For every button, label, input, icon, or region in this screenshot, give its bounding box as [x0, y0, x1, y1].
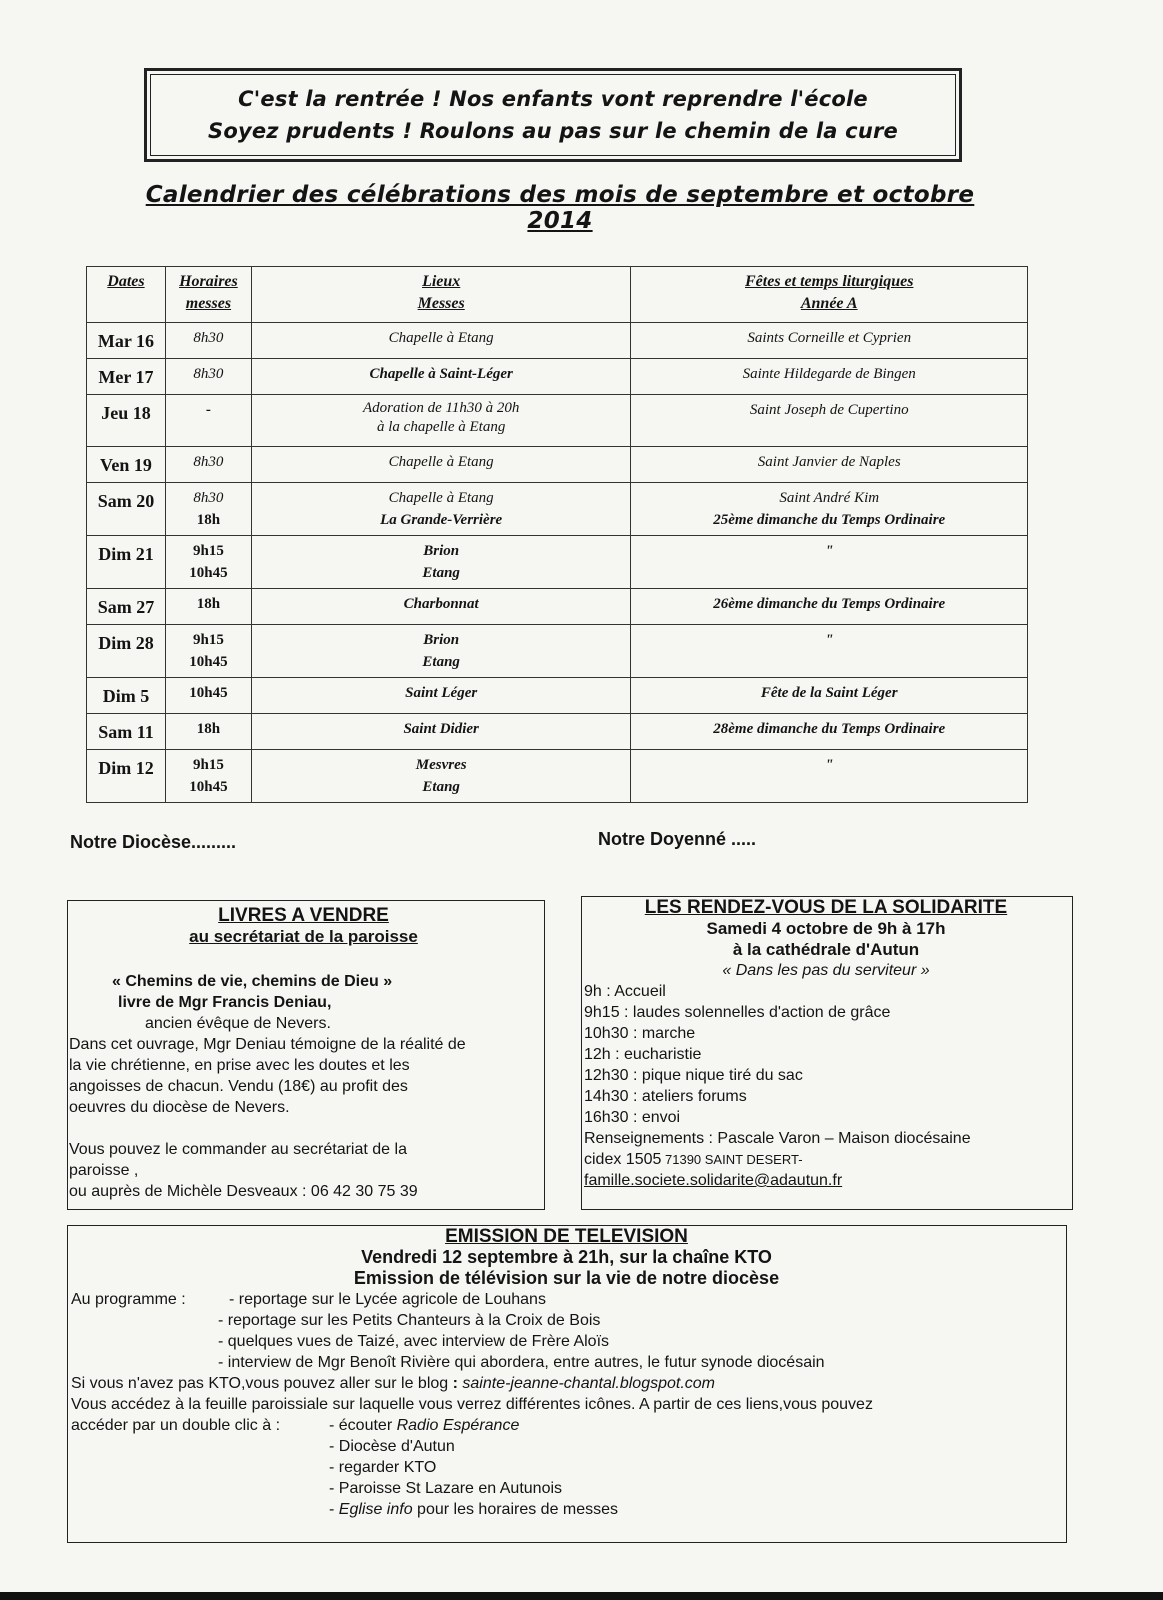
date-cell: Sam 20 [87, 483, 166, 536]
link-item[interactable]: - Paroisse St Lazare en Autunois [329, 1480, 563, 1497]
place-cell: Brion Etang [251, 625, 631, 678]
place-cell: Saint Didier [251, 714, 631, 750]
header-fetes: Fêtes et temps liturgiques Année A [631, 267, 1028, 323]
doyenne-heading: Notre Doyenné ..... [598, 829, 757, 849]
feast-cell: " [631, 625, 1028, 678]
banner-inner-frame [150, 74, 956, 156]
table-header-row [87, 267, 1028, 323]
time-cell: 18h [165, 714, 251, 750]
header-dates: Dates [87, 267, 166, 323]
books-title: LIVRES A VENDRE [218, 905, 389, 926]
link-item[interactable]: - Diocèse d'Autun [329, 1438, 455, 1455]
feast-cell: Saint André Kim 25ème dimanche du Temps Ordinaire [631, 483, 1028, 536]
link-item[interactable]: - Eglise info pour les horaires de messes [329, 1501, 619, 1518]
feuille-line-1: Vous accédez à la feuille paroissiale sur laquelle vous verrez différentes icônes. A partir de ces liens,vous pouvez [71, 1396, 873, 1413]
tv-title: EMISSION DE TELEVISION [445, 1226, 688, 1247]
time-cell: 10h45 [165, 678, 251, 714]
book-description-3: angoisses de chacun. Vendu (18€) au profit des [69, 1078, 408, 1095]
schedule-item: 10h30 : marche [584, 1025, 696, 1042]
tv-schedule: Vendredi 12 septembre à 21h, sur la chaîne KTO [361, 1247, 772, 1267]
solidarity-theme: « Dans les pas du serviteur » [722, 962, 930, 979]
program-label: Au programme : [71, 1291, 186, 1308]
program-item: - reportage sur les Petits Chanteurs à la Croix de Bois [218, 1312, 601, 1329]
header-lieux: Lieux Messes [251, 267, 631, 323]
schedule-item: 14h30 : ateliers forums [584, 1088, 747, 1105]
solidarity-date: Samedi 4 octobre de 9h à 17h [706, 919, 946, 938]
blog-link[interactable]: sainte-jeanne-chantal.blogspot.com [457, 1375, 715, 1392]
schedule-item: 9h : Accueil [584, 983, 666, 1000]
tv-subject: Emission de télévision sur la vie de notre diocèse [353, 1268, 780, 1288]
book-description-4: oeuvres du diocèse de Nevers. [69, 1099, 290, 1116]
place-cell: Adoration de 11h30 à 20h à la chapelle à Etang [251, 395, 631, 447]
date-cell: Dim 5 [87, 678, 166, 714]
solidarity-box [581, 896, 1073, 1210]
link-item[interactable]: - regarder KTO [329, 1459, 437, 1476]
header-horaires: Horaires messes [165, 267, 251, 323]
feast-cell: " [631, 750, 1028, 803]
place-cell: Mesvres Etang [251, 750, 631, 803]
date-cell: Sam 27 [87, 589, 166, 625]
banner-line-1: C'est la rentrée ! Nos enfants vont reprendre l'école [238, 87, 868, 111]
book-author: livre de Mgr Francis Deniau, [118, 994, 332, 1011]
place-cell: Brion Etang [251, 536, 631, 589]
book-description-2: la vie chrétienne, en prise avec les doutes et les [69, 1057, 410, 1074]
diocese-heading: Notre Diocèse......... [70, 832, 237, 852]
feuille-line-2 [71, 1415, 1062, 1436]
place-cell: Chapelle à Etang [251, 447, 631, 483]
school-warning-banner [144, 68, 962, 162]
time-cell: 8h30 18h [165, 483, 251, 536]
calendar-title: Calendrier des célébrations des mois de septembre et octobre 2014 [145, 182, 975, 234]
feast-cell: 28ème dimanche du Temps Ordinaire [631, 714, 1028, 750]
place-cell: Saint Léger [251, 678, 631, 714]
solidarity-title: LES RENDEZ-VOUS DE LA SOLIDARITE [644, 897, 1008, 918]
table-row [87, 589, 1028, 625]
time-cell: 9h15 10h45 [165, 750, 251, 803]
solidarity-place: à la cathédrale d'Autun [732, 940, 920, 959]
date-cell: Mer 17 [87, 359, 166, 395]
program-item: - reportage sur le Lycée agricole de Louhans [229, 1291, 546, 1308]
time-cell: 9h15 10h45 [165, 625, 251, 678]
time-cell: 18h [165, 589, 251, 625]
time-cell: 8h30 [165, 323, 251, 359]
solidarity-email-link[interactable]: famille.societe.solidarite@adautun.fr [584, 1172, 843, 1189]
schedule-item: 16h30 : envoi [584, 1109, 681, 1126]
table-row [87, 395, 1028, 447]
table-row [87, 536, 1028, 589]
place-cell: Chapelle à Saint-Léger [251, 359, 631, 395]
table-row [87, 625, 1028, 678]
feast-cell: Saint Joseph de Cupertino [631, 395, 1028, 447]
table-row [87, 323, 1028, 359]
scan-edge [0, 1592, 1163, 1600]
date-cell: Jeu 18 [87, 395, 166, 447]
book-description-1: Dans cet ouvrage, Mgr Deniau témoigne de la réalité de [69, 1036, 466, 1053]
order-line-3: ou auprès de Michèle Desveaux : 06 42 30 75 39 [69, 1183, 418, 1200]
table-row [87, 750, 1028, 803]
date-cell: Dim 28 [87, 625, 166, 678]
table-row [87, 483, 1028, 536]
date-cell: Dim 12 [87, 750, 166, 803]
place-cell: Chapelle à Etang [251, 323, 631, 359]
table-row [87, 359, 1028, 395]
order-line-1: Vous pouvez le commander au secrétariat de la [69, 1141, 407, 1158]
banner-line-2: Soyez prudents ! Roulons au pas sur le chemin de la cure [208, 119, 898, 143]
books-subtitle: au secrétariat de la paroisse [189, 927, 418, 946]
schedule-item: 12h30 : pique nique tiré du sac [584, 1067, 803, 1084]
tv-program-box [67, 1225, 1067, 1543]
feast-cell: Sainte Hildegarde de Bingen [631, 359, 1028, 395]
time-cell: 9h15 10h45 [165, 536, 251, 589]
date-cell: Dim 21 [87, 536, 166, 589]
time-cell: 8h30 [165, 359, 251, 395]
schedule-item: 12h : eucharistie [584, 1046, 702, 1063]
book-author-role: ancien évêque de Nevers. [145, 1015, 331, 1032]
feast-cell: Saints Corneille et Cyprien [631, 323, 1028, 359]
table-row [87, 447, 1028, 483]
feast-cell: Saint Janvier de Naples [631, 447, 1028, 483]
cidex-address: cidex 1505 71390 SAINT DESERT- [584, 1151, 803, 1168]
program-item: - quelques vues de Taizé, avec interview de Frère Aloïs [218, 1333, 610, 1350]
time-cell: - [165, 395, 251, 447]
celebrations-table [86, 266, 1028, 803]
program-row [71, 1289, 1062, 1310]
table-row [87, 678, 1028, 714]
place-cell: Chapelle à Etang La Grande-Verrière [251, 483, 631, 536]
books-for-sale-box [67, 900, 545, 1210]
feast-cell: 26ème dimanche du Temps Ordinaire [631, 589, 1028, 625]
table-row [87, 714, 1028, 750]
book-title: « Chemins de vie, chemins de Dieu » [112, 973, 393, 990]
blog-line: Si vous n'avez pas KTO,vous pouvez aller sur le blog : sainte-jeanne-chantal.blogspot.com [71, 1375, 715, 1392]
feast-cell: Fête de la Saint Léger [631, 678, 1028, 714]
date-cell: Ven 19 [87, 447, 166, 483]
info-contact: Renseignements : Pascale Varon – Maison diocésaine [584, 1130, 971, 1147]
feuille-label: accéder par un double clic à : [71, 1417, 281, 1434]
date-cell: Sam 11 [87, 714, 166, 750]
order-line-2: paroisse , [69, 1162, 139, 1179]
date-cell: Mar 16 [87, 323, 166, 359]
feast-cell: " [631, 536, 1028, 589]
program-item: - interview de Mgr Benoît Rivière qui abordera, entre autres, le futur synode diocésain [218, 1354, 825, 1371]
link-item[interactable]: - écouter Radio Espérance [329, 1417, 520, 1434]
time-cell: 8h30 [165, 447, 251, 483]
schedule-item: 9h15 : laudes solennelles d'action de grâce [584, 1004, 891, 1021]
place-cell: Charbonnat [251, 589, 631, 625]
